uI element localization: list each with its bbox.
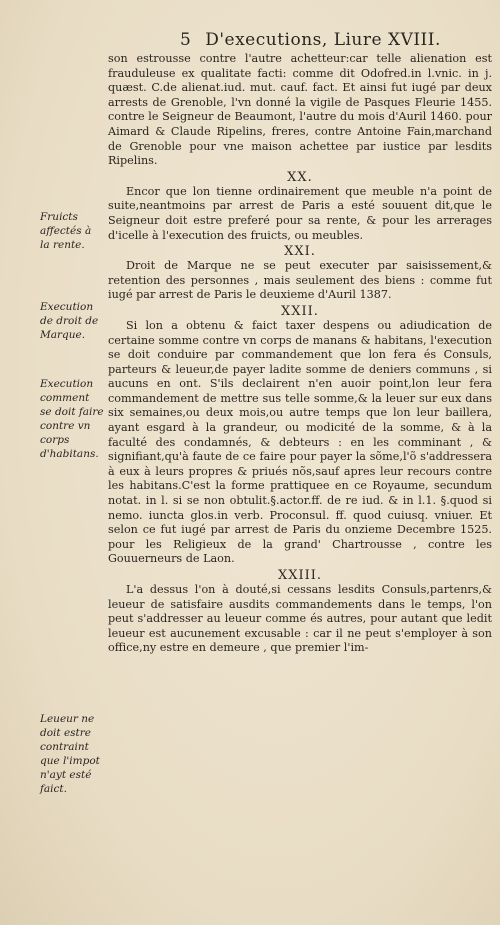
section-heading-xxiii: XXIII. bbox=[277, 568, 323, 583]
main-text bbox=[108, 52, 492, 656]
section-text-xxii: Si lon a obtenu & faict taxer despens ou adiudication de certaine somme contre vn corps de manans & habitans, l'execution se doit conduire par commandement que lon fera és Consuls, parteurs & leueur,de payer ladite somme de deniers communs , si aucuns en ont. S'ils declairent n'en auoir point,lon leur fera commandement de mettre sus telle somme,& la leuer sur eux dans six semaines,ou deux mois,ou autre temps que lon leur baillera, ayant esgard à la grandeur, ou modicité de la somme, & à la faculté des condamnés, & debteurs : en les comminant , & signifiant,qu'à faute de ce faire pour payer la sõme,l'õ s'addressera à eux à leurs propres & priués nõs,sauf apres leur recours contre les habitans.C'est la forme prattiquee en ce Royaume, secundum notat. in l. si se non obtulit.§.actor.ff. de re iud. & in l.1. §.quod si nemo. iuncta glos.in verb. Proconsul. ff. quod cuiusq. vniuer. Et selon ce fut iugé par arrest de Paris du onzieme Decembre 1525. pour les Religieux de la grand' Chartrousse , contre les Gouuerneurs de Laon. bbox=[108, 318, 492, 566]
section-heading-xxi: XXI. bbox=[284, 244, 316, 260]
margin-note-leueur: Leueur ne doit estre contraint que l'impot n'ayt esté faict. bbox=[40, 713, 100, 795]
margin-note-fruicts: Fruicts affectés à la rente. bbox=[40, 211, 92, 251]
margin-note-marque: Execution de droit de Marque. bbox=[40, 301, 99, 341]
section-heading-xx: XX. bbox=[287, 169, 313, 185]
margin-note-habitans: Execution comment se doit faire contre vn corps d'habitans. bbox=[40, 378, 104, 460]
intro-paragraph: son estrousse contre l'autre achetteur:car telle alienation est frauduleuse ex qualitate facti: comme dit Odofred.in l.vnic. in j. quæst. C.de alienat.iud. mut. cauf. fact. Et ainsi fut iugé par deux arrests de Grenoble, l'vn donné la vigile de Pasques Fleurie 1455. contre le Seigneur de Beaumont, l'autre du mois d'Auril 1460. pour Aimard & Claude Ripelins, freres, contre Antoine Fain,marchand de Grenoble pour vne maison achettee par iustice par lesdits Ripelins. bbox=[108, 52, 492, 168]
section-text-xxi: Droit de Marque ne se peut executer par saisissement,& retention des personnes , mais seulement des biens : comme fut iugé par arrest de Paris le deuxieme d'Auril 1387. bbox=[108, 259, 492, 302]
running-title: D'executions, Liure XVIII. bbox=[205, 30, 441, 50]
section-text-xx: Encor que lon tienne ordinairement que meuble n'a point de suite,neantmoins par arrest de Paris a esté souuent dit,que le Seigneur doit estre preferé pour sa rente, & pour les arrerages d'icelle à l'execution des fruicts, ou meubles. bbox=[108, 184, 492, 242]
section-heading-xxii: XXII. bbox=[281, 303, 319, 319]
page-header bbox=[180, 30, 500, 50]
page-number: 5 bbox=[180, 30, 192, 50]
section-text-xxiii: L'a dessus l'on à douté,si cessans lesdits Consuls,partenrs,& leueur de satisfaire ausdits commandements dans le temps, l'on peut s'addresser au leueur comme és autres, pour autant que ledit leueur est aucunement excusable : car il ne peut s'employer à son office,ny estre en demeure , que premier l'im- bbox=[108, 583, 492, 655]
